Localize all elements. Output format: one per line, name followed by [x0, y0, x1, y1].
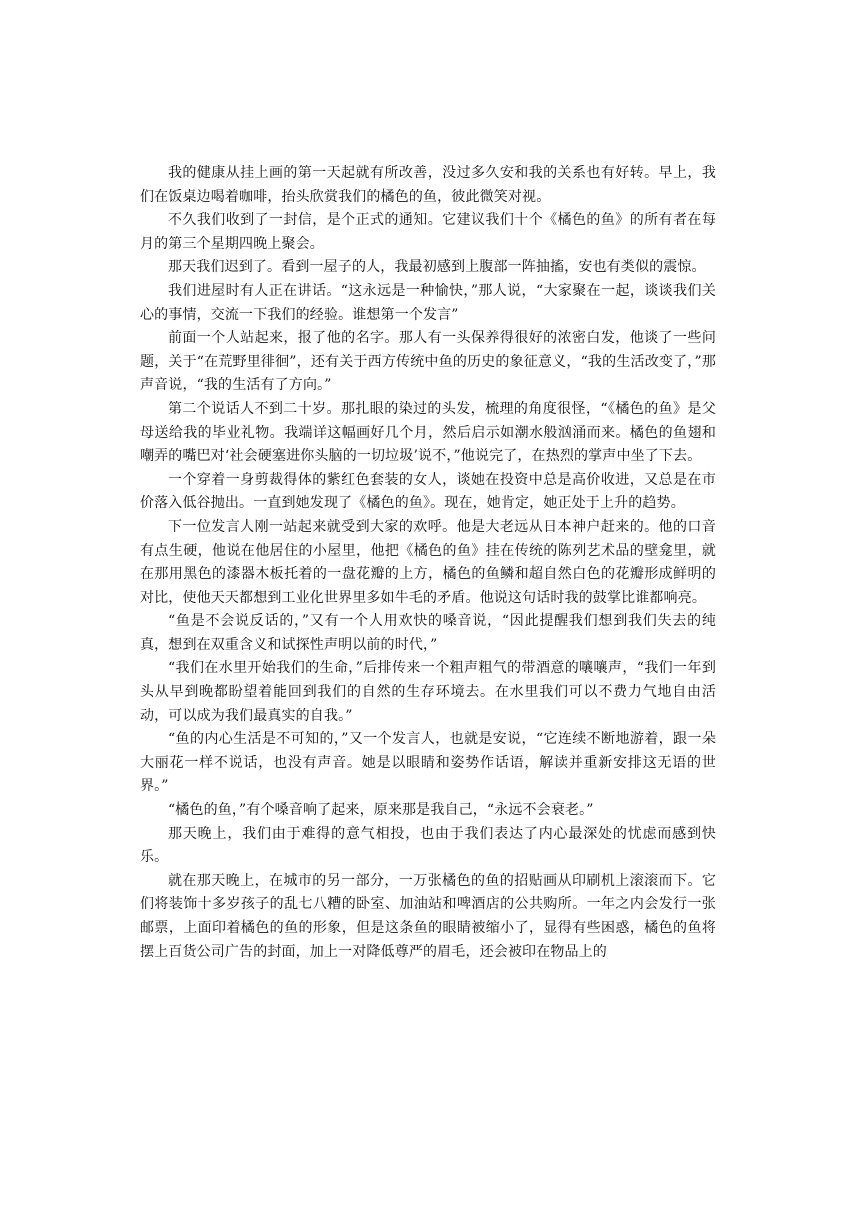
paragraph: 那天我们迟到了。看到一屋子的人，我最初感到上腹部一阵抽搐，安也有类似的震惊。	[168, 259, 706, 276]
paragraph: 第二个说话人不到二十岁。那扎眼的染过的头发，梳理的角度很怪，“《橘色的鱼》是父母送给我的毕业礼物。我端详这幅画好几个月，然后启示如潮水般汹涌而来。橘色的鱼翅和嘲弄的嘴巴对‘社会硬塞进你头脑的一切垃圾’说不，”他说完了，在热烈的掌声中坐了下去。	[140, 400, 716, 465]
paragraph: “我们在水里开始我们的生命，”后排传来一个粗声粗气的带酒意的嚷嚷声，“我们一年到头从早到晚都盼望着能回到我们的自然的生存环境去。在水里我们可以不费力气地自由活动，可以成为我们最真实的自我。”	[140, 660, 716, 724]
paragraph: 我们进屋时有人正在讲话。“这永远是一种愉快，”那人说，“大家聚在一起，谈谈我们关心的事情，交流一下我们的经验。谁想第一个发言”	[140, 282, 716, 323]
paragraph: 我的健康从挂上画的第一天起就有所改善，没过多久安和我的关系也有好转。早上，我们在饭桌边喝着咖啡，抬头欣赏我们的橘色的鱼，彼此微笑对视。	[140, 165, 716, 205]
document-body	[140, 162, 716, 964]
paragraph: 前面一个人站起来，报了他的名字。那人有一头保养得很好的浓密白发，他谈了一些问题，关于“在荒野里徘徊”，还有关于西方传统中鱼的历史的象征意义，“我的生活改变了，”那声音说，“我的生活有了方向。”	[140, 330, 716, 394]
paragraph: 一个穿着一身剪裁得体的紫红色套装的女人，谈她在投资中总是高价收进，又总是在市价落入低谷抛出。一直到她发现了《橘色的鱼》。现在，她肯定，她正处于上升的趋势。	[140, 471, 716, 512]
paragraph: 就在那天晚上，在城市的另一部分，一万张橘色的鱼的招贴画从印刷机上滚滚而下。它们将装饰十多岁孩子的乱七八糟的卧室、加油站和啤酒店的公共购所。一年之内会发行一张邮票，上面印着橘色的鱼的形象，但是这条鱼的眼睛被缩小了，显得有些困惑，橘色的鱼将摆上百货公司广告的封面，加上一对降低尊严的眉毛，还会被印在物品上的	[140, 872, 716, 960]
paragraph: 不久我们收到了一封信，是个正式的通知。它建议我们十个《橘色的鱼》的所有者在每月的第三个星期四晚上聚会。	[140, 212, 716, 252]
paragraph: “橘色的鱼，”有个嗓音响了起来，原来那是我自己，“永远不会衰老。”	[168, 802, 594, 819]
paragraph: 那天晚上，我们由于难得的意气相投，也由于我们表达了内心最深处的忧虑而感到快乐。	[140, 825, 716, 866]
paragraph: “鱼是不会说反话的，”又有一个人用欢快的嗓音说，“因此提醒我们想到我们失去的纯真，想到在双重含义和试探性声明以前的时代，”	[140, 613, 716, 653]
paragraph: “鱼的内心生活是不可知的，”又一个发言人，也就是安说，“它连续不断地游着，跟一朵大丽花一样不说话，也没有声音。她是以眼睛和姿势作话语，解读并重新安排这无语的世界。”	[140, 731, 716, 795]
paragraph: 下一位发言人刚一站起来就受到大家的欢呼。他是大老远从日本神户赶来的。他的口音有点生硬，他说在他居住的小屋里，他把《橘色的鱼》挂在传统的陈列艺术品的壁龛里，就在那用黑色的漆器木板托着的一盘花瓣的上方，橘色的鱼鳞和超自然白色的花瓣形成鲜明的对比，使他天天都想到工业化世界里多如牛毛的矛盾。他说这句话时我的鼓掌比谁都响亮。	[140, 518, 716, 606]
